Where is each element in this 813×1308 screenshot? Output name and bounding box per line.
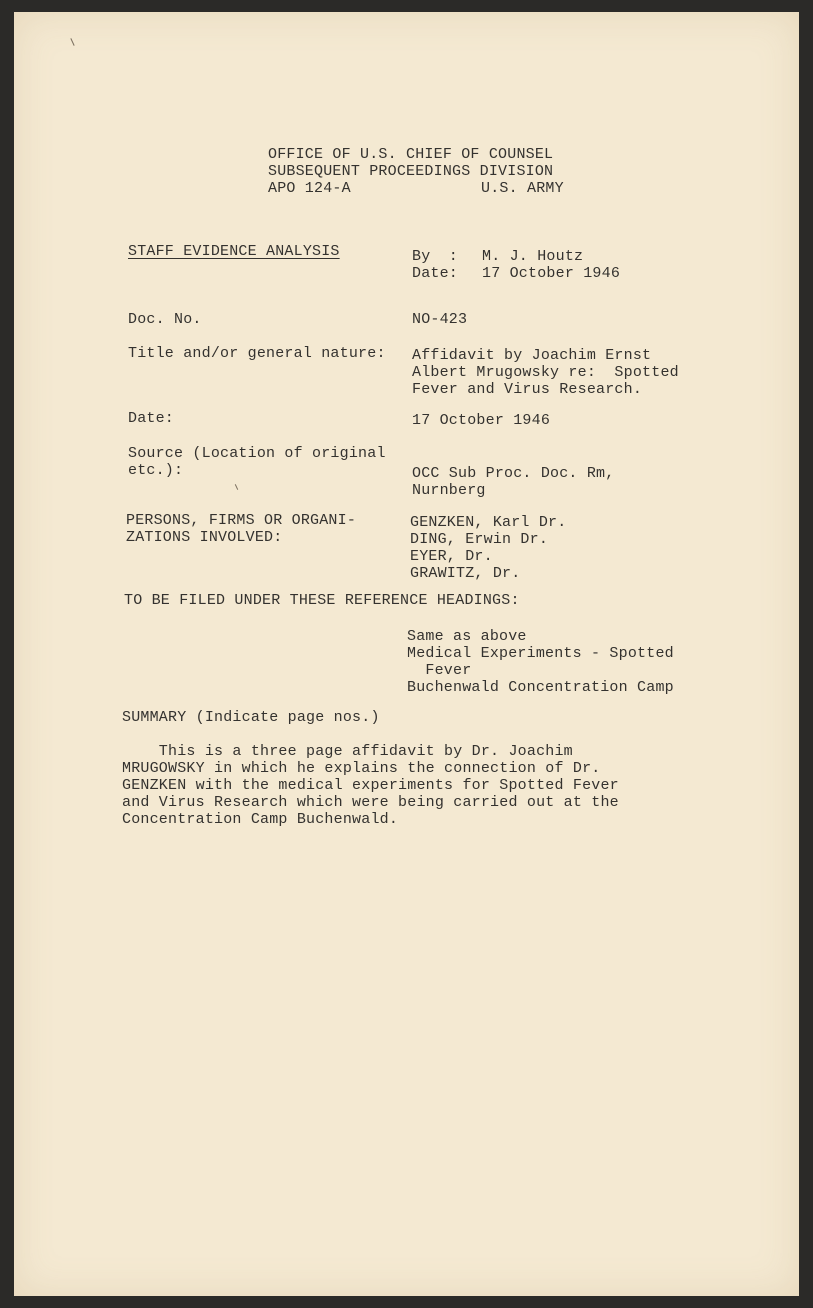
persons-value-line: DING, Erwin Dr. bbox=[410, 531, 549, 548]
persons-label-line: PERSONS, FIRMS OR ORGANI- bbox=[126, 512, 357, 529]
header-division: SUBSEQUENT PROCEEDINGS DIVISION bbox=[268, 163, 554, 180]
reference-heading: TO BE FILED UNDER THESE REFERENCE HEADINGS: bbox=[124, 592, 520, 609]
reference-item: Fever bbox=[407, 662, 472, 679]
stray-mark bbox=[70, 38, 74, 46]
analysis-title: STAFF EVIDENCE ANALYSIS bbox=[128, 243, 340, 260]
header-apo: APO 124-A bbox=[268, 180, 351, 197]
summary-line: Concentration Camp Buchenwald. bbox=[122, 811, 399, 828]
doc-no-value: NO-423 bbox=[412, 311, 468, 328]
summary-line: This is a three page affidavit by Dr. Joachim bbox=[122, 743, 573, 760]
by-value: M. J. Houtz bbox=[482, 248, 584, 265]
stray-mark bbox=[235, 484, 238, 490]
title-value-line: Fever and Virus Research. bbox=[412, 381, 643, 398]
header-army: U.S. ARMY bbox=[481, 180, 564, 197]
source-label-line: etc.): bbox=[128, 462, 184, 479]
header-office: OFFICE OF U.S. CHIEF OF COUNSEL bbox=[268, 146, 554, 163]
title-value-line: Albert Mrugowsky re: Spotted bbox=[412, 364, 679, 381]
reference-item: Same as above bbox=[407, 628, 527, 645]
source-label-line: Source (Location of original bbox=[128, 445, 386, 462]
persons-value-line: GENZKEN, Karl Dr. bbox=[410, 514, 567, 531]
summary-label: SUMMARY (Indicate page nos.) bbox=[122, 709, 380, 726]
persons-value-line: GRAWITZ, Dr. bbox=[410, 565, 521, 582]
title-value-line: Affidavit by Joachim Ernst bbox=[412, 347, 652, 364]
source-value-line: Nurnberg bbox=[412, 482, 486, 499]
analysis-date-label: Date: bbox=[412, 265, 459, 282]
reference-item: Medical Experiments - Spotted bbox=[407, 645, 674, 662]
by-label: By : bbox=[412, 248, 459, 265]
title-label: Title and/or general nature: bbox=[128, 345, 386, 362]
summary-line: GENZKEN with the medical experiments for Spotted Fever bbox=[122, 777, 619, 794]
persons-label-line: ZATIONS INVOLVED: bbox=[126, 529, 283, 546]
date-value: 17 October 1946 bbox=[412, 412, 551, 429]
analysis-date-value: 17 October 1946 bbox=[482, 265, 621, 282]
date-label: Date: bbox=[128, 410, 175, 427]
doc-no-label: Doc. No. bbox=[128, 311, 202, 328]
document-page bbox=[14, 12, 799, 1296]
source-value-line: OCC Sub Proc. Doc. Rm, bbox=[412, 465, 615, 482]
reference-item: Buchenwald Concentration Camp bbox=[407, 679, 674, 696]
persons-value-line: EYER, Dr. bbox=[410, 548, 493, 565]
summary-line: and Virus Research which were being carried out at the bbox=[122, 794, 619, 811]
summary-line: MRUGOWSKY in which he explains the connection of Dr. bbox=[122, 760, 601, 777]
